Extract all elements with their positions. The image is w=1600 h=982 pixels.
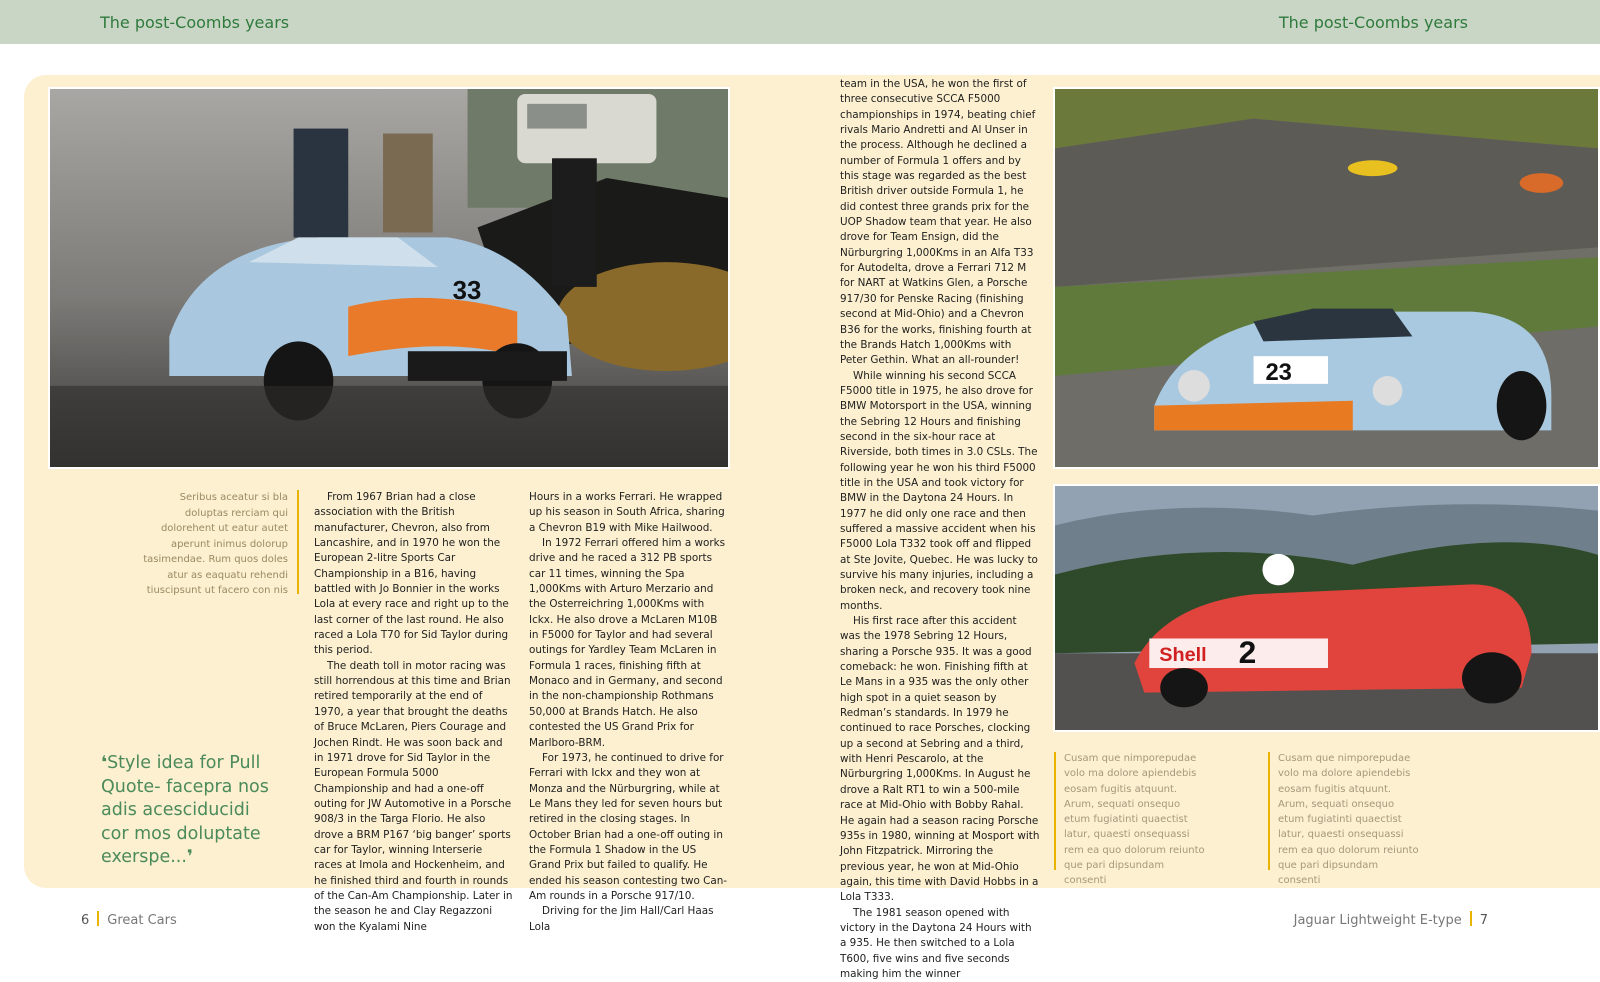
paragraph: From 1967 Brian had a close association with the British manufacturer, Chevron, also from Lancashire, and in 1970 he won the European 2-litre Sports Car Championship in a B16, having battled with Jo Bonnier in the works Lola at every race and right up to the last corner of the last round. He also raced a Lola T70 for Sid Taylor during this period. — [314, 491, 509, 657]
footer-separator — [97, 911, 99, 926]
pull-quote-text: Style idea for Pull Quote- facepra nos adis acesciducidi cor mos doluptate exerspe... — [101, 753, 269, 867]
caption-rule — [1054, 752, 1056, 870]
book-title-right: Jaguar Lightweight E-type — [1293, 913, 1462, 928]
paragraph: His first race after this accident was the 1978 Sebring 12 Hours, sharing a Porsche 935. It was a good comeback: he won. Finishing fifth at Le Mans in a 935 was the only other high spot in a quiet season by Redman’s standards. In 1979 he continued to race Porsches, clocking up a second at Sebring and a third, with Henri Pescarolo, at the Nürburgring 1,000Kms. In August he drove a Ralt RT1 to win a 500-mile race at Mid-Ohio with Bobby Rahal. He again had a season racing Porsche 935s in 1980, winning at Mosport with John Fitzpatrick. Mirroring the previous year, he won at Mid-Ohio again, this time with David Hobbs in a Lola T333. — [840, 615, 1040, 904]
header-band — [0, 0, 1600, 44]
body-column-2 — [529, 490, 728, 935]
paragraph: For 1973, he continued to drive for Ferrari with Ickx and they won at Monza and the Nürburgring, while at Le Mans they led for seven hours but retired in the closing stages. In October Brian had a one-off outing in the Formula 1 Shadow in the US Grand Prix but failed to qualify. He ended his season contesting two Can-Am rounds in a Porsche 917/10. — [529, 751, 728, 902]
photo-caption: Seribus aceatur si bla doluptas rerciam qui dolorehent ut eatur autet aperunt inimus dolorup tasimendae. Rum quos doles atur as eaquatu rehendi tiuscipsunt ut facero con nis — [143, 492, 288, 596]
paragraph: The death toll in motor racing was still horrendous at this time and Brian retired temporarily at the end of 1970, a year that brought the deaths of Bruce McLaren, Piers Courage and Jochen Rindt. He was soon back and in 1971 drove for Sid Taylor in the European Formula 5000 Championship and had a one-off outing for JW Automotive in a Porsche 908/3 in the Targa Florio. He also drove a BRM P167 ‘big banger’ sports car for Taylor, winning Interserie races at Imola and Hockenheim, and he finished third and fourth in rounds of the Can-Am Championship. Later in the season he and Clay Regazzoni won the Kyalami Nine — [314, 659, 513, 933]
pull-quote — [101, 752, 281, 870]
photo-ferrari-312pb — [1053, 484, 1600, 732]
gt40-race-number: 33 — [452, 276, 482, 305]
ferrari-sponsor-logo: Shell — [1159, 644, 1207, 667]
body-column-3 — [840, 77, 1040, 982]
porsche-race-number: 23 — [1265, 358, 1292, 386]
photo-caption-right-1: Cusam que nimporepudae volo ma dolore apiendebis eosam fugitis atquunt. Arum, sequati onsequo etum fugiatinti quaectist latur, quaesti onsequassi rem ea quo dolorum reiunto que pari dipsundam consenti — [1064, 753, 1205, 887]
footer-separator — [1470, 911, 1472, 926]
pull-quote-close-mark: ❜ — [186, 847, 193, 867]
caption-rule — [1268, 752, 1270, 870]
caption-rule — [297, 490, 299, 594]
running-title-left: The post-Coombs years — [100, 13, 290, 32]
paragraph: While winning his second SCCA F5000 title in 1975, he also drove for BMW Motorsport in the USA, winning the Sebring 12 Hours and finishing second in the six-hour race at Riverside, both times in 3.0 CSLs. The following year he won his third F5000 title in the USA and took victory for BMW in the Daytona 24 Hours. In 1977 he did only one race and then suffered a massive accident when his F5000 Lola T332 took off and flipped at Ste Jovite, Quebec. He was lucky to survive his many injuries, including a broken neck, and recovery took nine months. — [840, 369, 1038, 612]
running-title-right: The post-Coombs years — [1278, 13, 1468, 32]
photo-porsche-917 — [1053, 87, 1600, 469]
book-title-left: Great Cars — [107, 913, 177, 928]
page-number-right: 7 — [1479, 913, 1488, 928]
photo-caption-right-2: Cusam que nimporepudae volo ma dolore apiendebis eosam fugitis atquunt. Arum, sequati onsequo etum fugiatinti quaectist latur, quaesti onsequassi rem ea quo dolorum reiunto que pari dipsundam consenti — [1278, 753, 1419, 887]
pull-quote-open-mark: ❛ — [101, 753, 108, 773]
photo-gt40-rain — [48, 87, 730, 469]
paragraph: team in the USA, he won the first of three consecutive SCCA F5000 championships in 1974, beating chief rivals Mario Andretti and Al Unser in the process. Although he declined a number of Formula 1 offers and by this stage was regarded as the best British driver outside Formula 1, he did contest three grands prix for the UOP Shadow team that year. He also drove for Team Ensign, did the Nürburgring 1,000Kms in an Alfa T33 for Autodelta, drove a Ferrari 712 M for NART at Watkins Glen, a Porsche 917/30 for Penske Racing (finishing second at Mid-Ohio) and a Chevron B36 for the works, finishing fourth at the Brands Hatch 1,000Kms with Peter Gethin. What an all-rounder! — [840, 78, 1036, 367]
page-number-left: 6 — [81, 913, 90, 928]
footer-right — [1294, 911, 1488, 928]
paragraph: Hours in a works Ferrari. He wrapped up his season in South Africa, sharing a Chevron B19 with Mike Hailwood. — [529, 491, 725, 534]
paragraph: In 1972 Ferrari offered him a works drive and he raced a 312 PB sports car 11 times, winning the Spa 1,000Kms with Arturo Merzario and the Osterreichring 1,000Kms with Ickx. He also drove a McLaren M10B in F5000 for Taylor and had several outings for Yardley Team McLaren in Formula 1 races, finishing fifth at Monaco and in Germany, and second in the non-championship Rothmans 50,000 at Brands Hatch. He also contested the US Grand Prix for Marlboro-BRM. — [529, 537, 726, 749]
paragraph: The 1981 season opened with victory in the Daytona 24 Hours with a 935. He then switched to a Lola T600, five wins and five seconds making him the winner — [840, 906, 1032, 980]
ferrari-race-number: 2 — [1238, 634, 1257, 671]
paragraph: Driving for the Jim Hall/Carl Haas Lola — [529, 905, 714, 933]
body-column-1 — [314, 490, 513, 935]
footer-left — [81, 911, 177, 928]
